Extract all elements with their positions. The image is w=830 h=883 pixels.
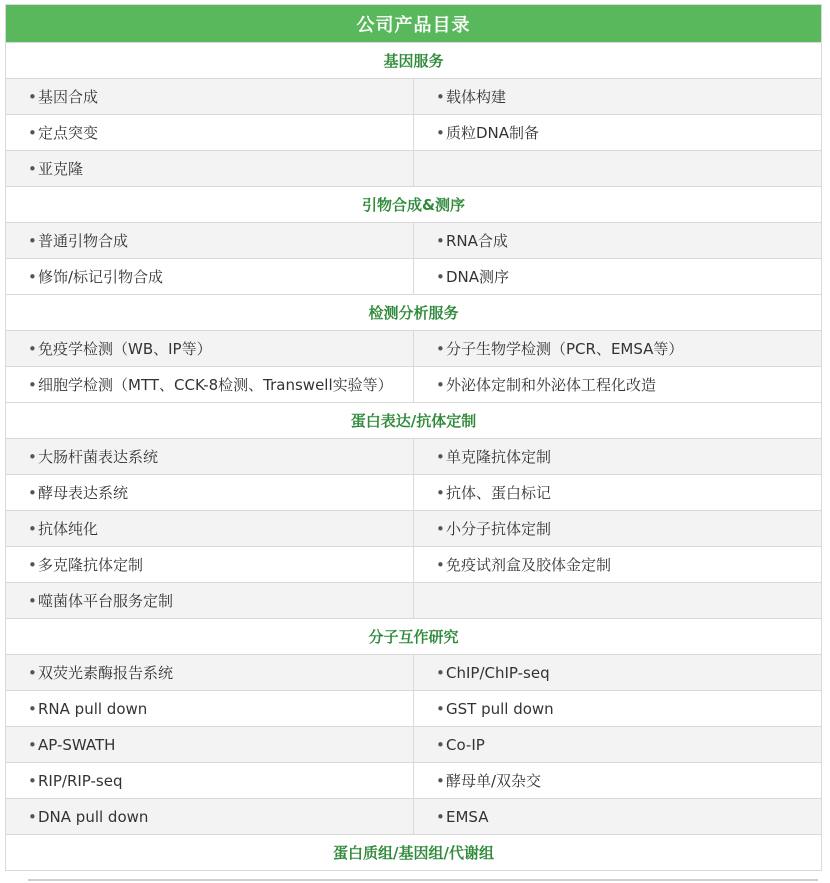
product-item-label: 分子生物学检测（PCR、EMSA等） <box>446 340 684 358</box>
product-item-label: 多克隆抗体定制 <box>38 556 144 574</box>
bullet-icon: • <box>28 232 37 250</box>
product-item-label: 免疫学检测（WB、IP等） <box>38 340 212 358</box>
section-header-row <box>6 403 822 439</box>
product-cell[interactable] <box>414 511 822 547</box>
product-item-label: 外泌体定制和外泌体工程化改造 <box>446 376 657 394</box>
product-item-label: RNA合成 <box>446 232 508 250</box>
section-title: 检测分析服务 <box>6 295 822 331</box>
product-cell[interactable] <box>6 151 414 187</box>
product-item-label: 基因合成 <box>38 88 99 106</box>
section-header-row <box>6 43 822 79</box>
bullet-icon: • <box>436 88 445 106</box>
bullet-icon: • <box>28 520 37 538</box>
bullet-icon: • <box>436 448 445 466</box>
product-cell[interactable] <box>414 799 822 835</box>
section-header-row <box>6 835 822 871</box>
bullet-icon: • <box>436 807 445 826</box>
product-cell[interactable] <box>414 367 822 403</box>
section-title: 蛋白表达/抗体定制 <box>6 403 822 439</box>
product-cell[interactable] <box>6 79 414 115</box>
table-row <box>6 763 822 799</box>
table-row <box>6 799 822 835</box>
table-row <box>6 259 822 295</box>
section-title: 分子互作研究 <box>6 619 822 655</box>
product-item-label: 亚克隆 <box>38 160 84 178</box>
product-item-label: 免疫试剂盒及胶体金定制 <box>446 556 612 574</box>
table-row <box>6 691 822 727</box>
table-row <box>6 475 822 511</box>
product-item-label: 大肠杆菌表达系统 <box>38 448 159 466</box>
product-cell[interactable] <box>6 223 414 259</box>
product-item-label: 定点突变 <box>38 124 99 142</box>
product-item-label: AP-SWATH <box>38 735 116 754</box>
product-item-label: 细胞学检测（MTT、CCK-8检测、Transwell实验等） <box>38 376 393 394</box>
product-cell[interactable] <box>6 583 414 619</box>
bullet-icon: • <box>28 484 37 502</box>
product-item-label: GST pull down <box>446 699 554 718</box>
bullet-icon: • <box>28 160 37 178</box>
bullet-icon: • <box>436 772 445 790</box>
bullet-icon: • <box>436 556 445 574</box>
table-row <box>6 115 822 151</box>
product-catalog <box>5 4 821 871</box>
product-cell[interactable] <box>6 475 414 511</box>
product-cell[interactable] <box>6 439 414 475</box>
product-cell <box>414 151 822 187</box>
bullet-icon: • <box>436 232 445 250</box>
bullet-icon: • <box>28 376 37 394</box>
bullet-icon: • <box>28 340 37 358</box>
bottom-divider <box>28 879 818 881</box>
catalog-table <box>5 4 822 871</box>
product-item-label: 酵母单/双杂交 <box>446 772 542 790</box>
product-cell[interactable] <box>414 223 822 259</box>
bullet-icon: • <box>28 268 37 286</box>
table-row <box>6 331 822 367</box>
product-item-label: EMSA <box>446 807 489 826</box>
table-row <box>6 439 822 475</box>
section-title: 引物合成&测序 <box>6 187 822 223</box>
bullet-icon: • <box>28 448 37 466</box>
table-row <box>6 79 822 115</box>
product-cell[interactable] <box>414 547 822 583</box>
product-cell <box>414 583 822 619</box>
bullet-icon: • <box>436 663 445 682</box>
product-cell[interactable] <box>414 727 822 763</box>
table-row <box>6 223 822 259</box>
product-item-label: 修饰/标记引物合成 <box>38 268 164 286</box>
bullet-icon: • <box>436 268 445 286</box>
section-title: 蛋白质组/基因组/代谢组 <box>6 835 822 871</box>
table-row <box>6 367 822 403</box>
section-header-row <box>6 619 822 655</box>
catalog-title-row <box>6 5 822 43</box>
bullet-icon: • <box>28 664 37 682</box>
bullet-icon: • <box>28 735 37 754</box>
product-item-label: RIP/RIP-seq <box>38 771 123 790</box>
product-item-label: 抗体、蛋白标记 <box>446 484 552 502</box>
section-title: 基因服务 <box>6 43 822 79</box>
product-cell[interactable] <box>414 331 822 367</box>
product-cell[interactable] <box>414 439 822 475</box>
bullet-icon: • <box>28 88 37 106</box>
product-cell[interactable] <box>414 655 822 691</box>
product-cell[interactable] <box>6 259 414 295</box>
bullet-icon: • <box>28 807 37 826</box>
product-cell[interactable] <box>414 691 822 727</box>
table-row <box>6 655 822 691</box>
product-item-label: RNA pull down <box>38 699 148 718</box>
product-cell[interactable] <box>6 655 414 691</box>
product-cell[interactable] <box>414 475 822 511</box>
product-cell[interactable] <box>6 691 414 727</box>
product-cell[interactable] <box>6 367 414 403</box>
product-cell[interactable] <box>6 763 414 799</box>
table-row <box>6 547 822 583</box>
product-cell[interactable] <box>6 727 414 763</box>
product-cell[interactable] <box>6 115 414 151</box>
product-item-label: Co-IP <box>446 735 485 754</box>
product-item-label: 酵母表达系统 <box>38 484 129 502</box>
bullet-icon: • <box>28 699 37 718</box>
product-item-label: 抗体纯化 <box>38 520 99 538</box>
product-item-label: DNA pull down <box>38 807 149 826</box>
product-item-label: 质粒DNA制备 <box>446 124 540 142</box>
bullet-icon: • <box>28 556 37 574</box>
product-cell[interactable] <box>414 763 822 799</box>
product-item-label: 单克隆抗体定制 <box>446 448 552 466</box>
bullet-icon: • <box>436 124 445 142</box>
section-header-row <box>6 187 822 223</box>
bullet-icon: • <box>436 340 445 358</box>
table-row <box>6 151 822 187</box>
product-cell[interactable] <box>6 331 414 367</box>
product-cell[interactable] <box>414 79 822 115</box>
bullet-icon: • <box>28 592 37 610</box>
product-cell[interactable] <box>6 547 414 583</box>
bullet-icon: • <box>436 376 445 394</box>
product-item-label: 载体构建 <box>446 88 507 106</box>
bullet-icon: • <box>28 124 37 142</box>
product-item-label: DNA测序 <box>446 268 510 286</box>
catalog-title: 公司产品目录 <box>6 5 822 43</box>
product-cell[interactable] <box>6 799 414 835</box>
bullet-icon: • <box>436 484 445 502</box>
table-row <box>6 583 822 619</box>
bullet-icon: • <box>436 735 445 754</box>
section-header-row <box>6 295 822 331</box>
product-item-label: 噬菌体平台服务定制 <box>38 592 174 610</box>
product-cell[interactable] <box>414 259 822 295</box>
bullet-icon: • <box>436 699 445 718</box>
product-item-label: 双荧光素酶报告系统 <box>38 664 174 682</box>
product-cell[interactable] <box>414 115 822 151</box>
product-item-label: 小分子抗体定制 <box>446 520 552 538</box>
product-item-label: 普通引物合成 <box>38 232 129 250</box>
bullet-icon: • <box>436 520 445 538</box>
bullet-icon: • <box>28 771 37 790</box>
table-row <box>6 727 822 763</box>
product-cell[interactable] <box>6 511 414 547</box>
table-row <box>6 511 822 547</box>
product-item-label: ChIP/ChIP-seq <box>446 663 550 682</box>
